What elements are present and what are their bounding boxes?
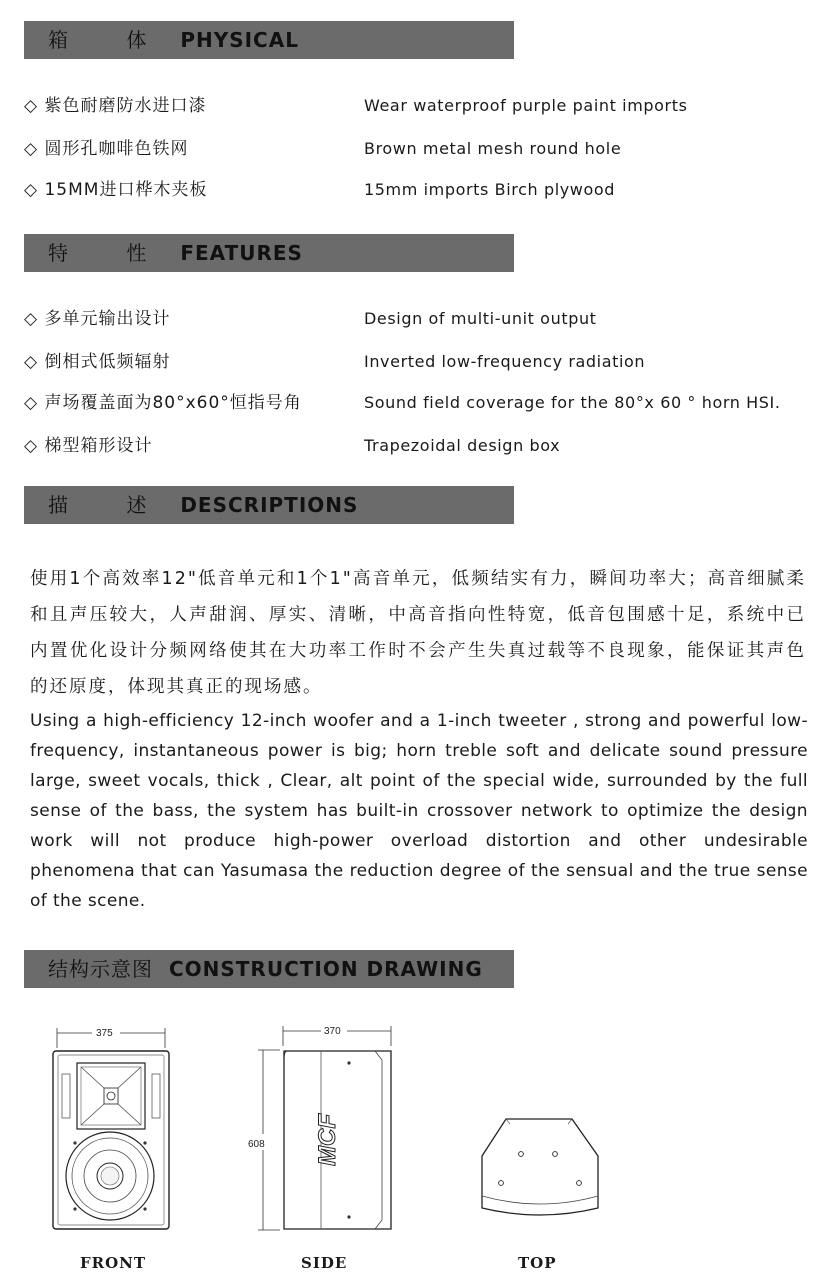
caption-side: SIDE	[301, 1254, 348, 1272]
spec-zh: ◇ 圆形孔咖啡色铁网	[24, 139, 189, 159]
section-title-en: FEATURES	[180, 241, 303, 265]
spec-zh: ◇ 15MM进口桦木夹板	[24, 180, 208, 200]
section-title-cn: 结构示意图	[48, 957, 153, 981]
section-title-cn: 描 述	[48, 493, 173, 517]
side-logo: MCF	[314, 1114, 341, 1166]
side-width-label: 370	[324, 1026, 341, 1037]
section-title-en: PHYSICAL	[180, 28, 299, 52]
section-title-cn: 箱 体	[48, 28, 173, 52]
section-title-en: CONSTRUCTION DRAWING	[168, 957, 483, 981]
feature-zh: ◇ 声场覆盖面为80°x60°恒指号角	[24, 393, 302, 413]
caption-front: FRONT	[80, 1254, 147, 1272]
spec-zh: ◇ 紫色耐磨防水进口漆	[24, 96, 207, 116]
spec-en: Wear waterproof purple paint imports	[364, 96, 688, 115]
front-width-label: 375	[96, 1028, 113, 1039]
spec-en: Brown metal mesh round hole	[364, 139, 622, 158]
caption-top: TOP	[518, 1254, 557, 1272]
description-en: Using a high-efficiency 12-inch woofer and a 1-inch tweeter , strong and powerful low-frequency, instantaneous power is big; horn treble soft and delicate sound pressure large, sweet vocals, thick , Clear, alt point of the special wide, surrounded by the full sense of the bass, the system has built-in crossover network to optimize the design work will not produce high-power overload distortion and other undesirable phenomena that can Yasumasa the reduction degree of the sensual and the true sense of the scene.	[30, 711, 808, 911]
spec-en: 15mm imports Birch plywood	[364, 180, 616, 199]
feature-en: Sound field coverage for the 80°x 60 ° horn HSI.	[364, 393, 781, 412]
feature-zh: ◇ 梯型箱形设计	[24, 436, 153, 456]
feature-en: Design of multi-unit output	[364, 309, 597, 328]
height-label: 608	[248, 1139, 265, 1150]
feature-en: Inverted low-frequency radiation	[364, 352, 646, 371]
description-zh: 使用1个高效率12"低音单元和1个1"高音单元，低频结实有力，瞬间功率大；高音细腻柔和且声压较大，人声甜润、厚实、清晰，中高音指向性特宽，低音包围感十足，系统中已内置优化设计分频网络使其在大功率工作时不会产生失真过载等不良现象，能保证其声色的还原度，体现其真正的现场感。	[30, 569, 806, 697]
feature-zh: ◇ 多单元输出设计	[24, 309, 171, 329]
feature-en: Trapezoidal design box	[364, 436, 561, 455]
section-title-cn: 特 性	[48, 241, 173, 265]
feature-zh: ◇ 倒相式低频辐射	[24, 352, 171, 372]
section-title-en: DESCRIPTIONS	[180, 493, 359, 517]
